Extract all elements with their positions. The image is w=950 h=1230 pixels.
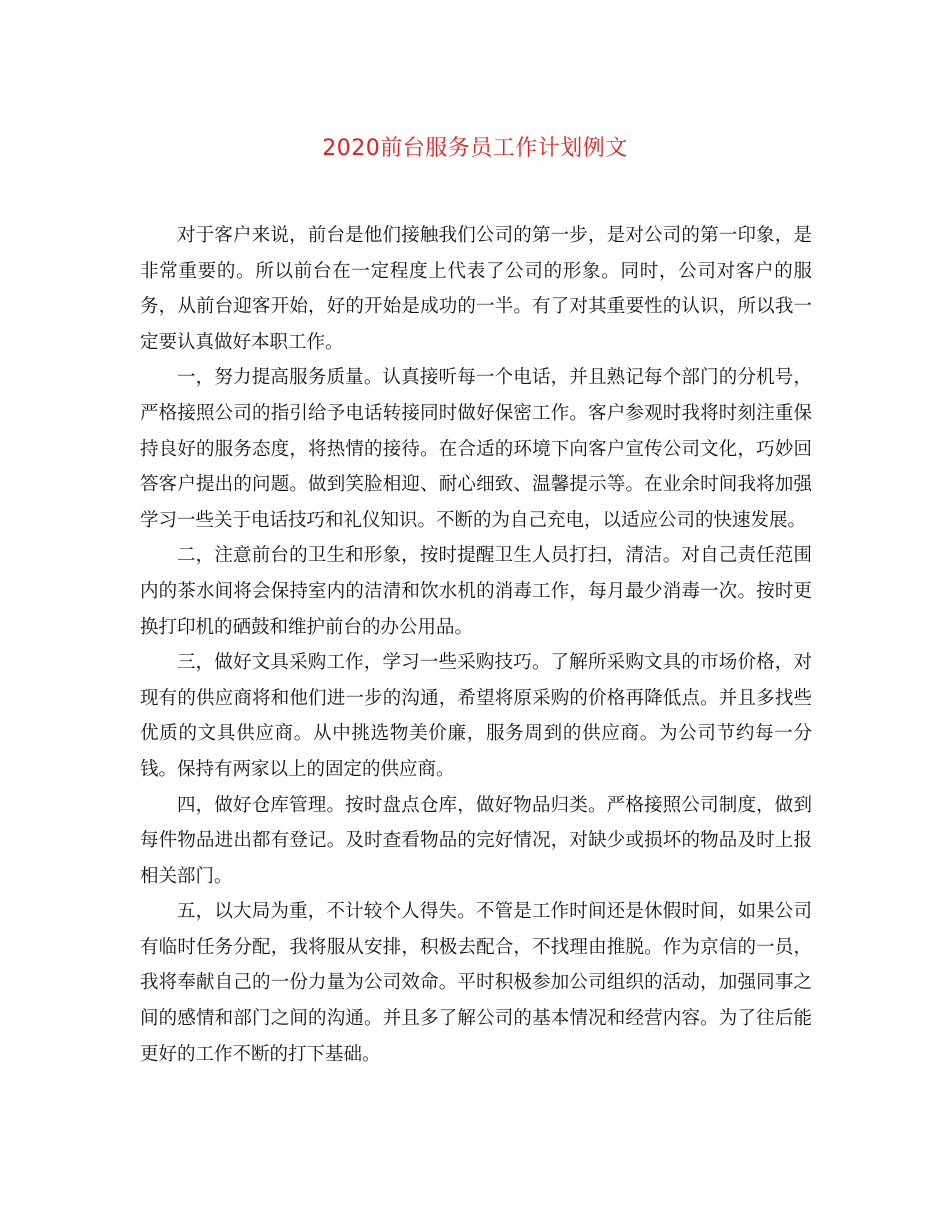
paragraph-service-quality: 一，努力提高服务质量。认真接听每一个电话，并且熟记每个部门的分机号，严格接照公司的指引给予电话转接同时做好保密工作。客户参观时我将时刻注重保持良好的服务态度，将热情的接待。在合适的环境下向客户宣传公司文化，巧妙回答客户提出的问题。做到笑脸相迎、耐心细致、温馨提示等。在业余时间我将加强学习一些关于电话技巧和礼仪知识。不断的为自己充电，以适应公司的快速发展。 xyxy=(140,367,812,531)
paragraph-procurement: 三，做好文具采购工作，学习一些采购技巧。了解所采购文具的市场价格，对现有的供应商将和他们进一步的沟通，希望将原采购的价格再降低点。并且多找些优质的文具供应商。从中挑选物美价廉，服务周到的供应商。为公司节约每一分钱。保持有两家以上的固定的供应商。 xyxy=(140,652,812,780)
paragraph-warehouse: 四，做好仓库管理。按时盘点仓库，做好物品归类。严格接照公司制度，做到每件物品进出都有登记。及时查看物品的完好情况，对缺少或损坏的物品及时上报相关部门。 xyxy=(140,794,812,887)
paragraph-teamwork: 五，以大局为重，不计较个人得失。不管是工作时间还是休假时间，如果公司有临时任务分配，我将服从安排，积极去配合，不找理由推脱。作为京信的一员，我将奉献自己的一份力量为公司效命。平时积极参加公司组织的活动，加强同事之间的感情和部门之间的沟通。并且多了解公司的基本情况和经营内容。为了往后能更好的工作不断的打下基础。 xyxy=(140,901,812,1065)
paragraph-hygiene: 二，注意前台的卫生和形象，按时提醒卫生人员打扫，清洁。对自己责任范围内的茶水间将会保持室内的洁清和饮水机的消毒工作，每月最少消毒一次。按时更换打印机的硒鼓和维护前台的办公用品。 xyxy=(140,545,812,638)
paragraph-intro: 对于客户来说，前台是他们接触我们公司的第一步，是对公司的第一印象，是非常重要的。所以前台在一定程度上代表了公司的形象。同时，公司对客户的服务，从前台迎客开始，好的开始是成功的一半。有了对其重要性的认识，所以我一定要认真做好本职工作。 xyxy=(140,225,812,353)
document-title: 2020前台服务员工作计划例文 xyxy=(322,136,628,161)
document-body xyxy=(140,218,812,1072)
